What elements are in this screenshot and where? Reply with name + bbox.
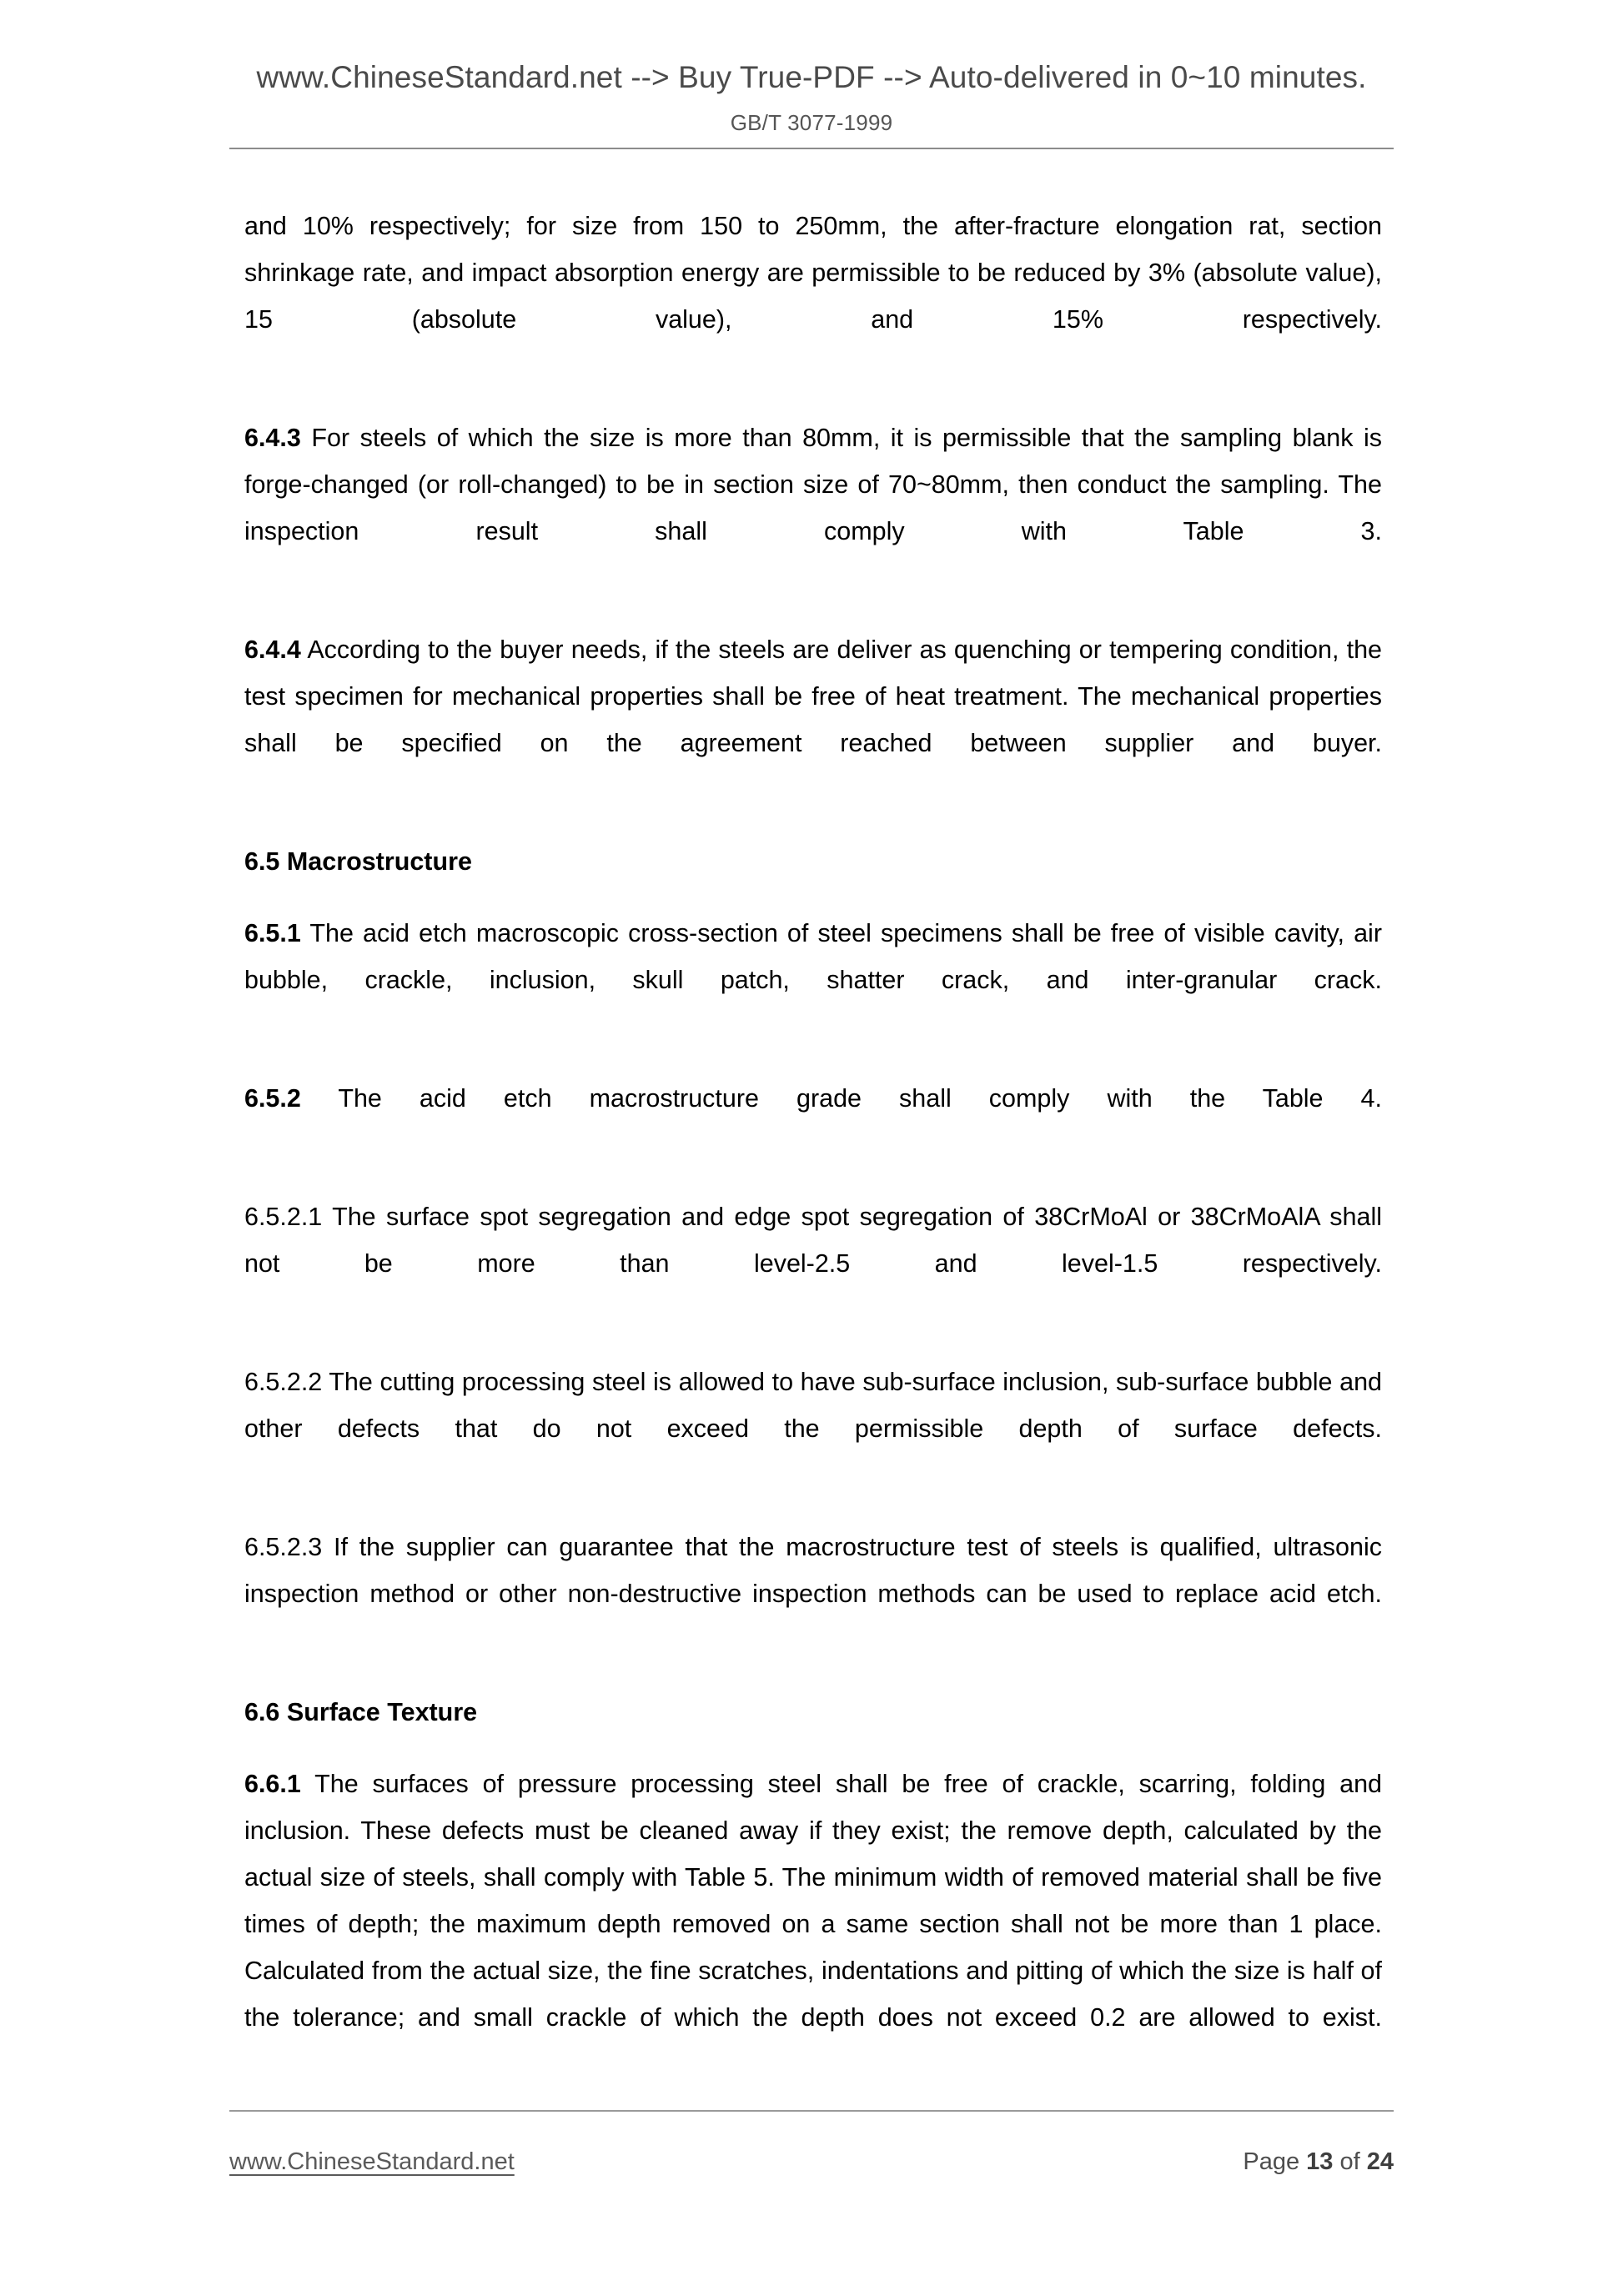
document-body — [244, 203, 1382, 2088]
section-heading-6-6: 6.6 Surface Texture — [244, 1698, 478, 1726]
footer-website-link[interactable]: www.ChineseStandard.net — [229, 2148, 515, 2175]
page-number-indicator — [1243, 2148, 1394, 2176]
page-total-number: 24 — [1366, 2148, 1394, 2175]
clause-text-6-4-4: According to the buyer needs, if the steels are deliver as quenching or tempering condition, the test specimen for mechanical properties shall be free of heat treatment. The mechanical properties shall be specified on the agreement reached between supplier and buyer. — [244, 636, 1382, 757]
clause-6-5-2 — [244, 1075, 1382, 1168]
page-current-number: 13 — [1306, 2148, 1334, 2175]
page-footer — [229, 2110, 1394, 2176]
footer-row — [229, 2112, 1394, 2176]
clause-number-6-5-1: 6.5.1 — [244, 919, 301, 947]
clause-text-6-4-3: For steels of which the size is more than 80mm, it is permissible that the sampling blank is forge-changed (or roll-changed) to be in section size of 70~80mm, then conduct the sampling. The inspection result shall comply with Table 3. — [244, 424, 1382, 545]
clause-text-6-5-2: The acid etch macrostructure grade shall comply with the Table 4. — [300, 1084, 1382, 1113]
clause-number-6-6-1: 6.6.1 — [244, 1770, 301, 1798]
page-header — [0, 0, 1623, 149]
header-divider — [229, 148, 1394, 149]
clause-text-6-5-1: The acid etch macroscopic cross-section of steel specimens shall be free of visible cavity, air bubble, crackle, inclusion, skull patch, shatter crack, and inter-granular crack. — [244, 919, 1382, 994]
section-heading-6-5: 6.5 Macrostructure — [244, 847, 472, 876]
clause-number-6-5-2: 6.5.2 — [244, 1084, 301, 1113]
standard-code: GB/T 3077-1999 — [730, 110, 893, 135]
promo-banner: www.ChineseStandard.net --> Buy True-PDF --> Auto-delivered in 0~10 minutes. — [256, 60, 1367, 94]
page-label-middle: of — [1333, 2148, 1367, 2175]
clause-number-6-4-3: 6.4.3 — [244, 424, 301, 452]
page-label-prefix: Page — [1243, 2148, 1307, 2175]
clause-6-4-3 — [244, 414, 1382, 601]
paragraph-continuation: and 10% respectively; for size from 150 to 250mm, the after-fracture elongation rat, section shrinkage rate, and impact absorption energy are permissible to be reduced by 3% (absolute value), 15 (absolute value), and 15% respectively. — [244, 212, 1382, 334]
clause-6-4-4 — [244, 626, 1382, 813]
clause-6-5-1 — [244, 910, 1382, 1050]
clause-number-6-4-4: 6.4.4 — [244, 636, 301, 664]
clause-text-6-6-1: The surfaces of pressure processing steel shall be free of crackle, scarring, folding and inclusion. These defects must be cleaned away if they exist; the remove depth, calculated by the actual size of steels, shall comply with Table 5. The minimum width of removed material shall be five times of depth; the maximum depth removed on a same section shall not be more than 1 place. Calculated from the actual size, the fine scratches, indentations and pitting of which the size is half of the tolerance; and small crackle of which the depth does not exceed 0.2 are allowed to exist. — [244, 1770, 1382, 2032]
clause-6-5-2-1: 6.5.2.1 The surface spot segregation and edge spot segregation of 38CrMoAl or 38CrMoAlA shall not be more than level-2.5 and level-1.5 respectively. — [244, 1203, 1382, 1278]
clause-6-5-2-3: 6.5.2.3 If the supplier can guarantee that the macrostructure test of steels is qualified, ultrasonic inspection method or other non-destructive inspection methods can be used to replace acid etch. — [244, 1533, 1382, 1608]
clause-6-6-1 — [244, 1761, 1382, 2088]
clause-6-5-2-2: 6.5.2.2 The cutting processing steel is allowed to have sub-surface inclusion, sub-surface bubble and other defects that do not exceed the permissible depth of surface defects. — [244, 1368, 1382, 1443]
